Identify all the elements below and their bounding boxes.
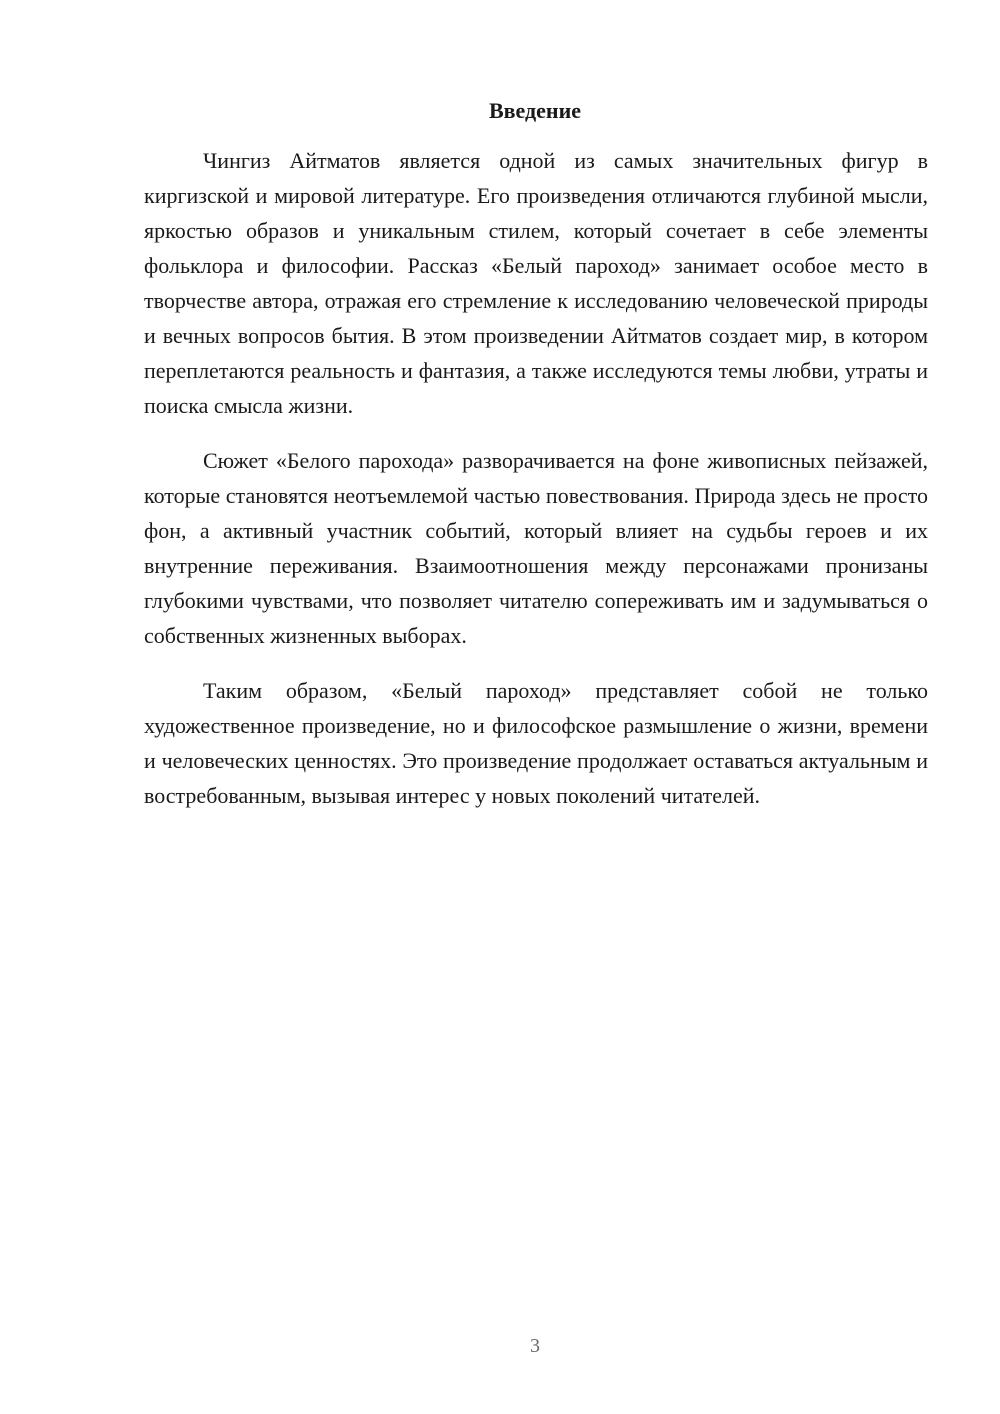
page-number: 3 xyxy=(530,1335,540,1357)
paragraph-2: Сюжет «Белого парохода» разворачивается на фоне живописных пейзажей, которые становятся неотъемлемой частью повествования. Природа здесь не просто фон, а активный участник событий, который влияет на судьбы героев и их внутренние переживания. Взаимоотношения между персонажами пронизаны глубокими чувствами, что позволяет читателю сопереживать им и задумываться о собственных жизненных выборах. xyxy=(144,448,928,648)
page-title: Введение xyxy=(488,98,582,123)
paragraph-3: Таким образом, «Белый пароход» представляет собой не только художественное произведение, но и философское размышление о жизни, времени и человеческих ценностях. Это произведение продолжает оставаться актуальным и востребованным, вызывая интерес у новых поколений читателей. xyxy=(144,678,928,808)
paragraph-1: Чингиз Айтматов является одной из самых значительных фигур в киргизской и мировой литературе. Его произведения отличаются глубиной мысли, яркостью образов и уникальным стилем, который сочетает в себе элементы фольклора и философии. Рассказ «Белый пароход» занимает особое место в творчестве автора, отражая его стремление к исследованию человеческой природы и вечных вопросов бытия. В этом произведении Айтматов создает мир, в котором переплетаются реальность и фантазия, а также исследуются темы любви, утраты и поиска смысла жизни. xyxy=(144,148,928,418)
body-text xyxy=(144,143,928,833)
